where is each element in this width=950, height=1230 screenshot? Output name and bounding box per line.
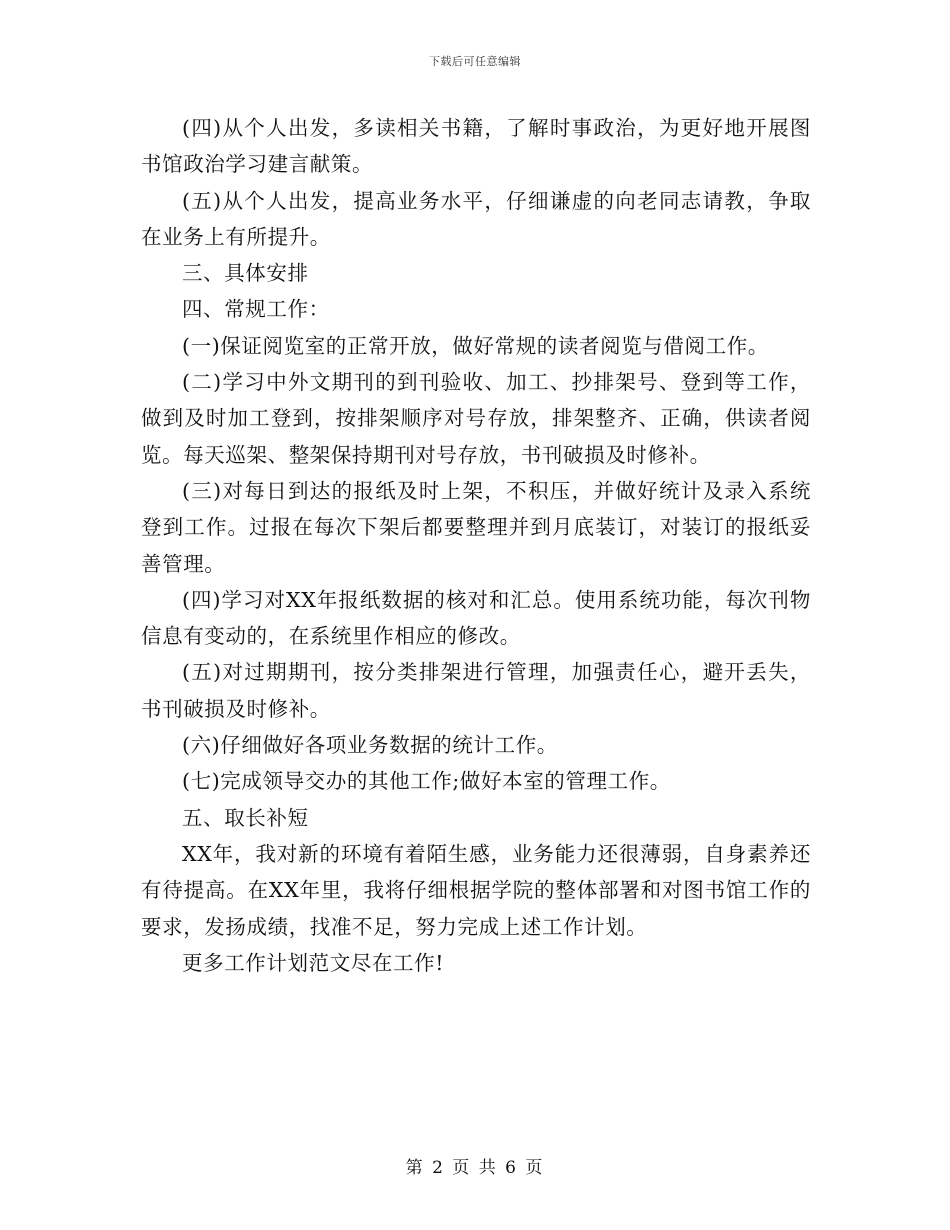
document-body xyxy=(141,110,811,981)
paragraph: XX年，我对新的环境有着陌生感，业务能力还很薄弱，自身素养还有待提高。在XX年里，我将仔细根据学院的整体部署和对图书馆工作的要求，发扬成绩，找准不足，努力完成上述工作计划。 xyxy=(141,841,811,939)
page-number-footer: 第 2 页 共 6 页 xyxy=(405,1158,545,1178)
paragraph: (四)学习对XX年报纸数据的核对和汇总。使用系统功能，每次刊物信息有变动的，在系统里作相应的修改。 xyxy=(141,587,811,649)
section-heading: 五、取长补短 xyxy=(182,805,309,830)
paragraph: (五)从个人出发，提高业务水平，仔细谦虚的向老同志请教，争取在业务上有所提升。 xyxy=(141,188,811,249)
paragraph: (七)完成领导交办的其他工作;做好本室的管理工作。 xyxy=(182,769,671,794)
closing-line: 更多工作计划范文尽在工作! xyxy=(182,950,445,975)
paragraph: (五)对过期期刊，按分类排架进行管理，加强责任心，避开丢失，书刊破损及时修补。 xyxy=(141,660,811,721)
section-heading: 三、具体安排 xyxy=(182,261,309,286)
paragraph: (四)从个人出发，多读相关书籍，了解时事政治，为更好地开展图书馆政治学习建言献策。 xyxy=(141,116,811,177)
paragraph: (一)保证阅览室的正常开放，做好常规的读者阅览与借阅工作。 xyxy=(182,333,769,358)
paragraph: (三)对每日到达的报纸及时上架，不积压，并做好统计及录入系统登到工作。过报在每次下架后都要整理并到月底装订，对装订的报纸妥善管理。 xyxy=(141,478,811,576)
paragraph: (二)学习中外文期刊的到刊验收、加工、抄排架号、登到等工作，做到及时加工登到，按排架顺序对号存放，排架整齐、正确，供读者阅览。每天巡架、整架保持期刊对号存放，书刊破损及时修补。 xyxy=(141,370,811,467)
page-header-note: 下载后可任意编辑 xyxy=(429,55,521,68)
section-heading: 四、常规工作： xyxy=(182,297,330,322)
paragraph: (六)仔细做好各项业务数据的统计工作。 xyxy=(182,733,558,758)
